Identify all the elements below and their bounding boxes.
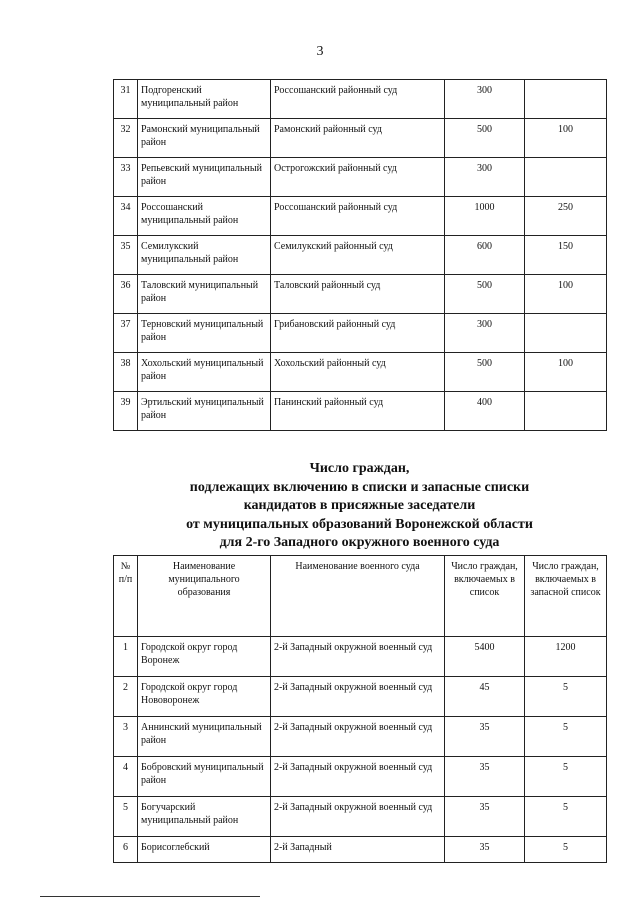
table-header-row: [114, 556, 607, 637]
court-cell: Россошанский районный суд: [271, 197, 445, 236]
list-count-cell: 600: [445, 236, 525, 275]
municipality-cell: Городской округ город Нововоронеж: [138, 677, 271, 717]
header-municipality: Наименование муниципального образования: [138, 556, 271, 637]
title-line-5: для 2-го Западного окружного военного суда: [219, 535, 500, 550]
list-count-cell: 500: [445, 275, 525, 314]
court-cell: 2-й Западный окружной военный суд: [271, 797, 445, 837]
court-cell: Грибановский районный суд: [271, 314, 445, 353]
list-count-cell: 35: [445, 717, 525, 757]
reserve-count-cell: [525, 392, 607, 431]
table-row: [114, 797, 607, 837]
municipality-cell: Семилукский муниципальный район: [138, 236, 271, 275]
section-title: [113, 460, 606, 553]
list-count-cell: 1000: [445, 197, 525, 236]
reserve-count-cell: 5: [525, 717, 607, 757]
table-row: [114, 637, 607, 677]
list-count-cell: 300: [445, 314, 525, 353]
reserve-count-cell: 5: [525, 677, 607, 717]
municipality-cell: Эртильский муниципальный район: [138, 392, 271, 431]
municipality-cell: Городской округ город Воронеж: [138, 637, 271, 677]
table-row: [114, 757, 607, 797]
court-cell: 2-й Западный окружной военный суд: [271, 717, 445, 757]
court-cell: Панинский районный суд: [271, 392, 445, 431]
list-count-cell: 5400: [445, 637, 525, 677]
row-number: 32: [114, 119, 138, 158]
row-number: 36: [114, 275, 138, 314]
municipality-cell: Россошанский муниципальный район: [138, 197, 271, 236]
jurors-table-military-court: [113, 555, 607, 863]
table-row: [114, 353, 607, 392]
row-number: 37: [114, 314, 138, 353]
table-row: [114, 236, 607, 275]
municipality-cell: Репьевский муниципальный район: [138, 158, 271, 197]
court-cell: 2-й Западный окружной военный суд: [271, 637, 445, 677]
court-cell: 2-й Западный окружной военный суд: [271, 757, 445, 797]
row-number: 31: [114, 80, 138, 119]
reserve-count-cell: 100: [525, 275, 607, 314]
reserve-count-cell: 100: [525, 353, 607, 392]
municipality-cell: Терновский муниципальный район: [138, 314, 271, 353]
row-number: 33: [114, 158, 138, 197]
reserve-count-cell: 1200: [525, 637, 607, 677]
row-number: 3: [114, 717, 138, 757]
page-number: 3: [316, 44, 324, 59]
row-number: 6: [114, 837, 138, 863]
row-number: 1: [114, 637, 138, 677]
table-row: [114, 275, 607, 314]
jurors-table-district-courts: [113, 79, 607, 431]
municipality-cell: Бобровский муниципальный район: [138, 757, 271, 797]
reserve-count-cell: 5: [525, 797, 607, 837]
reserve-count-cell: [525, 80, 607, 119]
municipality-cell: Аннинский муниципальный район: [138, 717, 271, 757]
list-count-cell: 500: [445, 119, 525, 158]
list-count-cell: 300: [445, 80, 525, 119]
court-cell: Рамонский районный суд: [271, 119, 445, 158]
list-count-cell: 300: [445, 158, 525, 197]
court-cell: 2-й Западный окружной военный суд: [271, 677, 445, 717]
row-number: 2: [114, 677, 138, 717]
reserve-count-cell: 100: [525, 119, 607, 158]
court-cell: Семилукский районный суд: [271, 236, 445, 275]
table-row: [114, 314, 607, 353]
municipality-cell: Богучарский муниципальный район: [138, 797, 271, 837]
list-count-cell: 500: [445, 353, 525, 392]
table-row: [114, 80, 607, 119]
title-line-2: подлежащих включению в списки и запасные списки: [189, 479, 530, 495]
title-line-4: от муниципальных образований Воронежской области: [186, 516, 533, 532]
table-row: [114, 392, 607, 431]
reserve-count-cell: 5: [525, 837, 607, 863]
court-cell: Таловский районный суд: [271, 275, 445, 314]
row-number: 34: [114, 197, 138, 236]
table-row: [114, 119, 607, 158]
list-count-cell: 45: [445, 677, 525, 717]
table-row: [114, 837, 607, 863]
list-count-cell: 35: [445, 757, 525, 797]
row-number: 4: [114, 757, 138, 797]
list-count-cell: 35: [445, 797, 525, 837]
row-number: 35: [114, 236, 138, 275]
court-cell: Россошанский районный суд: [271, 80, 445, 119]
list-count-cell: 400: [445, 392, 525, 431]
court-cell: Острогожский районный суд: [271, 158, 445, 197]
row-number: 39: [114, 392, 138, 431]
row-number: 5: [114, 797, 138, 837]
municipality-cell: Рамонский муниципальный район: [138, 119, 271, 158]
header-list: Число граждан, включаемых в список: [445, 556, 525, 637]
table-row: [114, 158, 607, 197]
reserve-count-cell: [525, 158, 607, 197]
list-count-cell: 35: [445, 837, 525, 863]
court-cell: 2-й Западный: [271, 837, 445, 863]
municipality-cell: Хохольский муниципальный район: [138, 353, 271, 392]
reserve-count-cell: [525, 314, 607, 353]
table-row: [114, 677, 607, 717]
court-cell: Хохольский районный суд: [271, 353, 445, 392]
header-reserve: Число граждан, включаемых в запасной список: [525, 556, 607, 637]
reserve-count-cell: 250: [525, 197, 607, 236]
reserve-count-cell: 150: [525, 236, 607, 275]
title-line-3: кандидатов в присяжные заседатели: [243, 498, 476, 513]
header-court: Наименование военного суда: [271, 556, 445, 637]
table-row: [114, 717, 607, 757]
footer-divider: [40, 896, 260, 897]
title-line-1: Число граждан,: [309, 461, 410, 476]
municipality-cell: Борисоглебский: [138, 837, 271, 863]
municipality-cell: Таловский муниципальный район: [138, 275, 271, 314]
row-number: 38: [114, 353, 138, 392]
table-row: [114, 197, 607, 236]
municipality-cell: Подгоренский муниципальный район: [138, 80, 271, 119]
reserve-count-cell: 5: [525, 757, 607, 797]
header-n: № п/п: [114, 556, 138, 637]
